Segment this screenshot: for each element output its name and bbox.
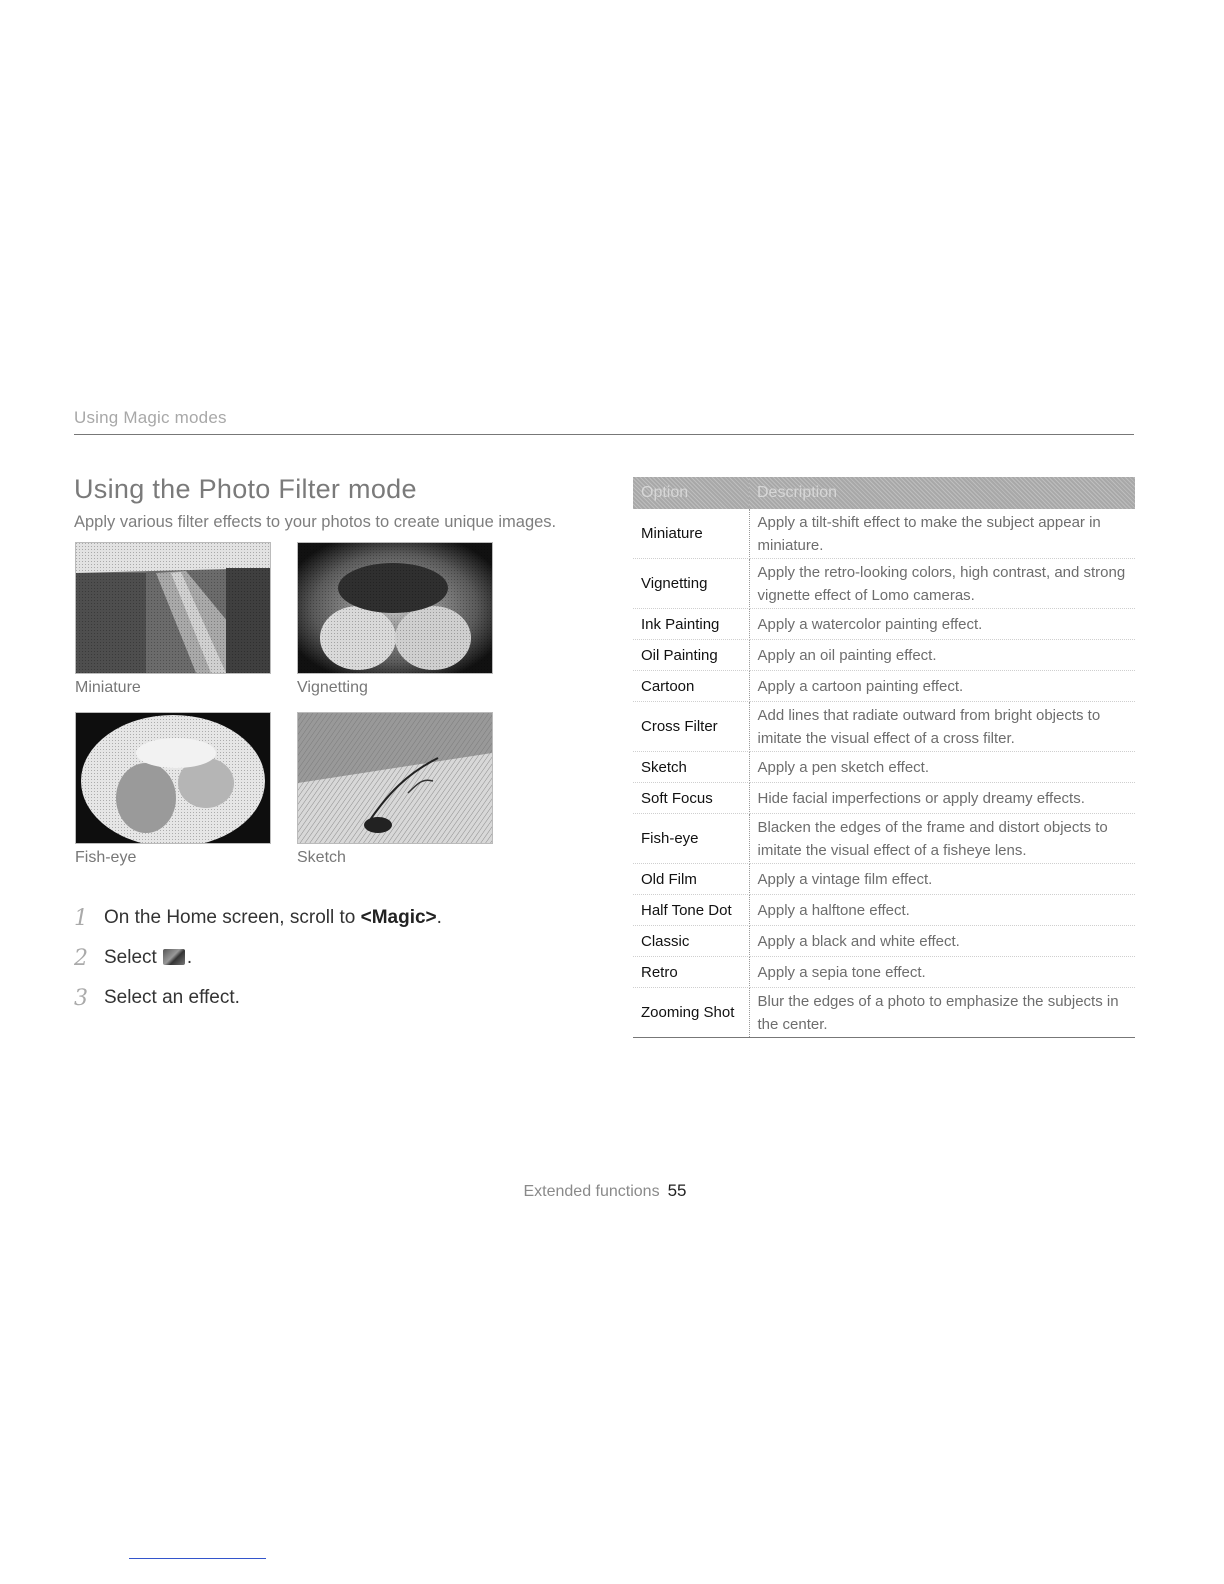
option-description: Apply a sepia tone effect.	[749, 957, 1135, 988]
option-description: Apply a black and white effect.	[749, 926, 1135, 957]
option-name: Cartoon	[633, 671, 749, 702]
steps-list	[74, 898, 442, 1018]
miniature-photo-image	[76, 543, 270, 673]
table-row	[633, 752, 1135, 783]
option-name: Sketch	[633, 752, 749, 783]
photo-sketch	[297, 712, 493, 844]
option-description: Apply a vintage film effect.	[749, 864, 1135, 895]
option-name: Ink Painting	[633, 609, 749, 640]
option-name: Retro	[633, 957, 749, 988]
page-header	[74, 408, 1134, 435]
step-text	[104, 907, 442, 929]
options-table	[633, 477, 1135, 1038]
table-row	[633, 864, 1135, 895]
step-text-part: On the Home screen, scroll to	[104, 907, 361, 928]
option-name: Miniature	[633, 509, 749, 559]
option-description: Blur the edges of a photo to emphasize the subjects in the center.	[749, 988, 1135, 1038]
photo-vignetting	[297, 542, 493, 674]
page-footer	[0, 1181, 1210, 1201]
fish-eye-photo-image	[76, 713, 270, 843]
vignetting-photo-image	[298, 543, 492, 673]
option-name: Zooming Shot	[633, 988, 749, 1038]
option-description: Hide facial imperfections or apply dreamy effects.	[749, 783, 1135, 814]
option-description: Apply a tilt-shift effect to make the subject appear in miniature.	[749, 509, 1135, 559]
caption-sketch: Sketch	[297, 849, 346, 866]
option-description: Apply the retro-looking colors, high contrast, and strong vignette effect of Lomo cameras.	[749, 559, 1135, 609]
table-row	[633, 702, 1135, 752]
step-1	[74, 898, 442, 938]
option-name: Oil Painting	[633, 640, 749, 671]
step-text-part: .	[436, 907, 442, 928]
section-label: Using Magic modes	[74, 408, 227, 427]
caption-miniature: Miniature	[75, 679, 141, 696]
table-row	[633, 509, 1135, 559]
table-row	[633, 814, 1135, 864]
table-row	[633, 988, 1135, 1038]
option-description: Apply a halftone effect.	[749, 895, 1135, 926]
footer-section-label: Extended functions	[523, 1183, 660, 1200]
step-text-part: Select	[104, 947, 157, 968]
table-row	[633, 671, 1135, 702]
photo-fish-eye	[75, 712, 271, 844]
option-description: Apply a cartoon painting effect.	[749, 671, 1135, 702]
step-text-part: Select an effect.	[104, 987, 240, 1008]
page-subtitle: Apply various filter effects to your photos to create unique images.	[74, 513, 557, 531]
column-header-description: Description	[749, 477, 1135, 509]
option-description: Apply a pen sketch effect.	[749, 752, 1135, 783]
step-number: 1	[74, 905, 88, 931]
option-description: Add lines that radiate outward from bright objects to imitate the visual effect of a cross filter.	[749, 702, 1135, 752]
photo-miniature	[75, 542, 271, 674]
option-name: Classic	[633, 926, 749, 957]
option-name: Cross Filter	[633, 702, 749, 752]
step-bold-term: <Magic>	[360, 907, 437, 928]
step-number: 2	[74, 945, 88, 971]
footer-divider	[129, 1558, 266, 1559]
option-description: Apply an oil painting effect.	[749, 640, 1135, 671]
step-text	[104, 947, 192, 969]
option-name: Vignetting	[633, 559, 749, 609]
caption-fish-eye: Fish-eye	[75, 849, 137, 866]
option-name: Old Film	[633, 864, 749, 895]
page-number: 55	[667, 1181, 687, 1200]
step-text	[104, 987, 240, 1009]
table-row	[633, 640, 1135, 671]
table-header-row	[633, 477, 1135, 509]
caption-vignetting: Vignetting	[297, 679, 368, 696]
table-row	[633, 957, 1135, 988]
intro-block	[74, 474, 594, 532]
sketch-photo-image	[298, 713, 492, 843]
step-number: 3	[74, 985, 88, 1011]
magic-filter-icon	[163, 949, 185, 965]
table-row	[633, 783, 1135, 814]
option-description: Blacken the edges of the frame and distort objects to imitate the visual effect of a fisheye lens.	[749, 814, 1135, 864]
table-row	[633, 895, 1135, 926]
table-row	[633, 559, 1135, 609]
page-title: Using the Photo Filter mode	[74, 474, 417, 504]
step-text-part: .	[186, 947, 193, 968]
table-row	[633, 609, 1135, 640]
table-row	[633, 926, 1135, 957]
option-name: Half Tone Dot	[633, 895, 749, 926]
option-name: Fish-eye	[633, 814, 749, 864]
option-name: Soft Focus	[633, 783, 749, 814]
step-2	[74, 938, 442, 978]
option-description: Apply a watercolor painting effect.	[749, 609, 1135, 640]
column-header-option: Option	[633, 477, 749, 509]
step-3	[74, 978, 442, 1018]
